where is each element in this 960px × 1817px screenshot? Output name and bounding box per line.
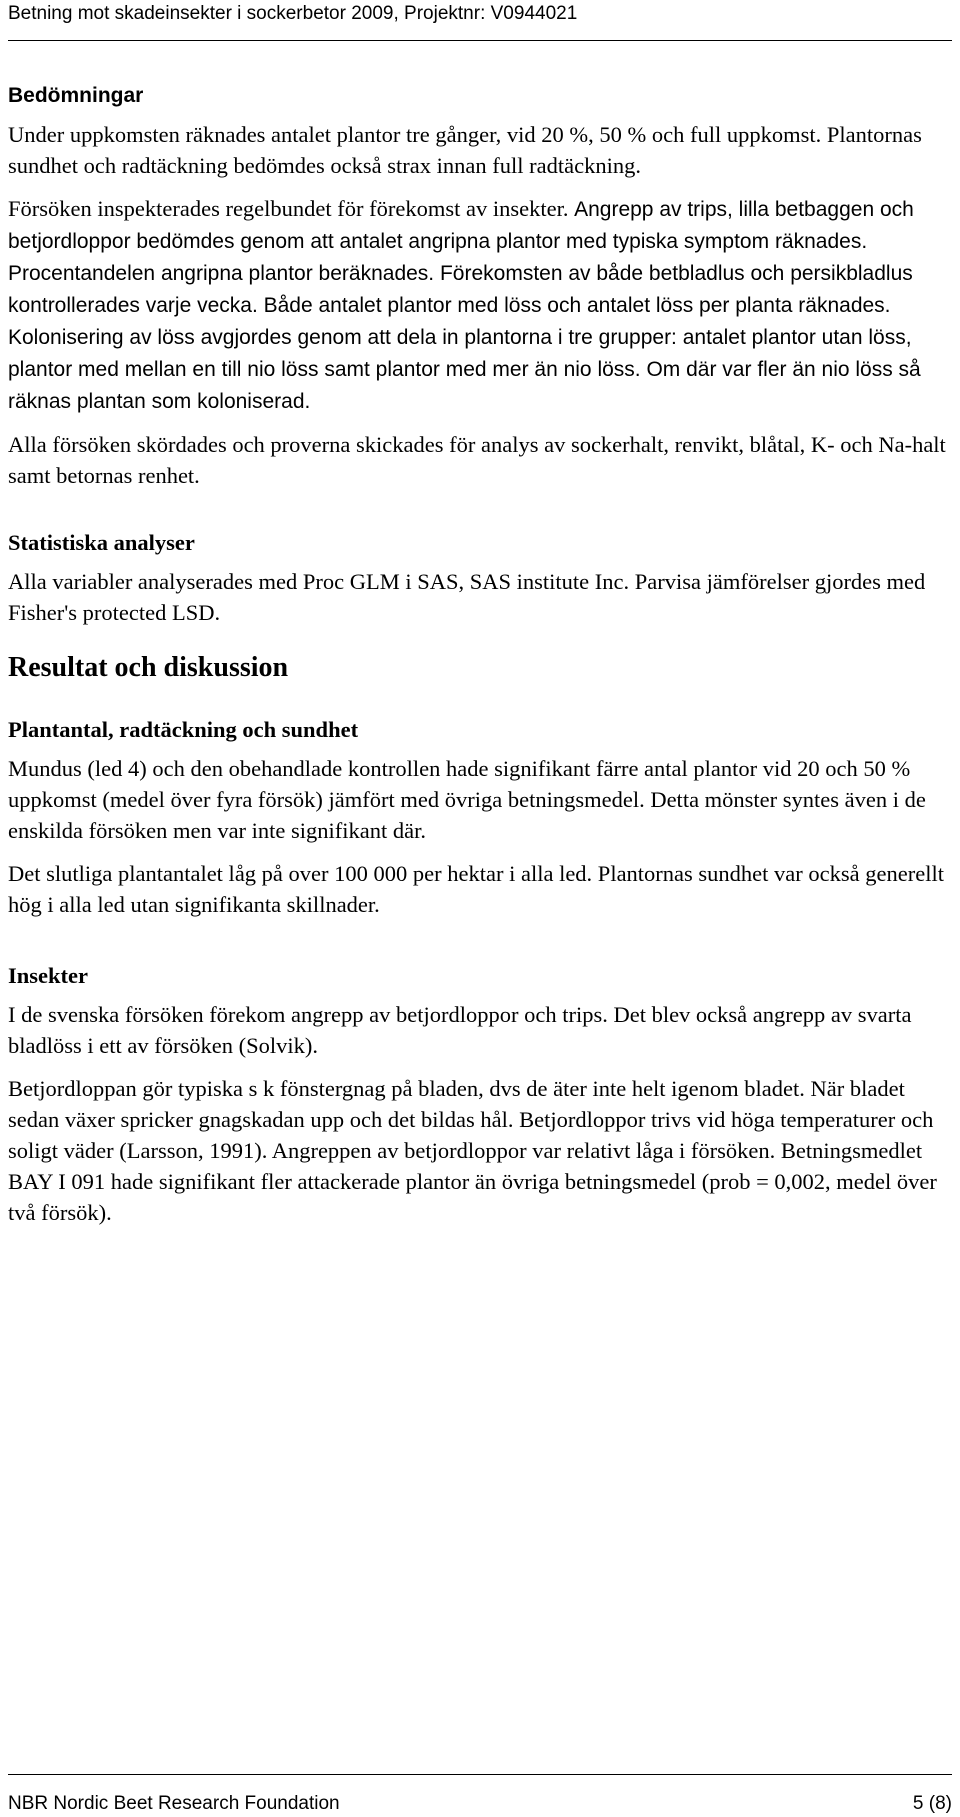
heading-resultat: Resultat och diskussion xyxy=(8,652,289,683)
heading-insekter: Insekter xyxy=(8,963,88,988)
paragraph xyxy=(8,193,952,417)
section-bedomningar xyxy=(8,80,952,491)
section-statistik xyxy=(8,527,952,628)
section-insekter xyxy=(8,960,952,1228)
paragraph: I de svenska försöken förekom angrepp av betjordloppor och trips. Det blev också angrepp av svarta bladlöss i ett av försöken (Solvik). xyxy=(8,1002,912,1058)
paragraph: Alla variabler analyserades med Proc GLM i SAS, SAS institute Inc. Parvisa jämförelser gjordes med Fisher's protected LSD. xyxy=(8,569,926,625)
footer-organization: NBR Nordic Beet Research Foundation xyxy=(8,1793,340,1814)
header-title: Betning mot skadeinsekter i sockerbetor 2009, Projektnr: V0944021 xyxy=(8,3,578,24)
heading-bedomningar: Bedömningar xyxy=(8,84,144,107)
section-plantantal xyxy=(8,714,952,920)
paragraph-lead: Försöken inspekterades regelbundet för förekomst av insekter. xyxy=(8,196,569,221)
paragraph-sans-text: Angrepp av trips, lilla betbaggen och betjordloppor bedömdes genom att antalet angripna plantor med typiska symptom räknades. Procentandelen angripna plantor beräknades. Förekomsten av både betbladlus och persikbladlus kontrollerades varje vecka. Både antalet plantor med löss och antalet löss per planta räknades. Kolonisering av löss avgjordes genom att dela in plantorna i tre grupper: antalet plantor utan löss, plantor med mellan en till nio löss samt plantor med mer än nio löss. Om där var fler än nio löss så räknas plantan som koloniserad. xyxy=(8,198,921,413)
paragraph: Mundus (led 4) och den obehandlade kontrollen hade signifikant färre antal plantor vid 20 och 50 % uppkomst (medel över fyra försök) jämfört med övriga betningsmedel. Detta mönster syntes även i de enskilda försöken men var inte signifikant där. xyxy=(8,756,926,843)
heading-statistik: Statistiska analyser xyxy=(8,530,195,555)
heading-plantantal: Plantantal, radtäckning och sundhet xyxy=(8,717,359,742)
document-body xyxy=(8,80,952,1244)
paragraph: Under uppkomsten räknades antalet plantor tre gånger, vid 20 %, 50 % och full uppkomst. Plantornas sundhet och radtäckning bedömdes också strax innan full radtäckning. xyxy=(8,122,922,178)
paragraph: Betjordloppan gör typiska s k fönstergnag på bladen, dvs de äter inte helt igenom bladet. När bladet sedan växer spricker gnagskadan upp och det bildas hål. Betjordloppor trivs vid höga temperaturer och soligt väder (Larsson, 1991). Angreppen av betjordloppor var relativt låga i försöken. Betningsmedlet BAY I 091 hade signifikant fler attackerade plantor än övriga betningsmedel (prob = 0,002, medel över två försök). xyxy=(8,1076,937,1225)
page-number: 5 (8) xyxy=(912,1793,952,1814)
paragraph: Det slutliga plantantalet låg på over 100 000 per hektar i alla led. Plantornas sundhet var också generellt hög i alla led utan signifikanta skillnader. xyxy=(8,861,944,917)
paragraph: Alla försöken skördades och proverna skickades för analys av sockerhalt, renvikt, blåtal, K- och Na-halt samt betornas renhet. xyxy=(8,432,946,488)
page-footer xyxy=(8,1774,952,1814)
page-header xyxy=(8,0,952,41)
